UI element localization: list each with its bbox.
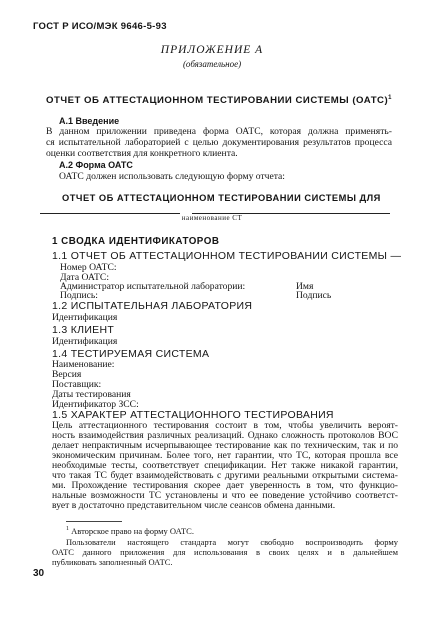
field-date: Дата ОАТС: [60, 272, 109, 283]
footnote-line-4: публиковать заполненный ОАТС. [52, 557, 173, 567]
standard-header: ГОСТ Р ИСО/МЭК 9646-5-93 [33, 21, 167, 32]
report-title-text: ОТЧЕТ ОБ АТТЕСТАЦИОННОМ ТЕСТИРОВАНИИ СИСТЕМЫ (ОАТС) [46, 95, 389, 107]
footnote-mark: 1 [66, 526, 69, 533]
nature-line-8: нальные возможности ТС установлены и что ее поведение устойчиво соответст- [52, 490, 398, 501]
nature-line-9: вует в достаточно представительном числе сеансов обмена данными. [52, 500, 336, 511]
appendix-subtitle: (обязательное) [182, 59, 242, 69]
intro-line-1: В данном приложении приведена форма ОАТС, которая должна применять- [46, 126, 392, 137]
field-admin: Администратор испытательной лаборатории: [60, 281, 246, 292]
footnote-text-1: Авторское право на форму ОАТС. [71, 526, 194, 536]
section-1-4-heading: 1.4 ТЕСТИРУЕМАЯ СИСТЕМА [52, 348, 210, 360]
field-signature-right: Подпись [296, 290, 332, 301]
form-title-caption: наименование СТ [181, 214, 243, 222]
section-1-5-heading: 1.5 ХАРАКТЕР АТТЕСТАЦИОННОГО ТЕСТИРОВАНИЯ [52, 409, 334, 421]
appendix-title: ПРИЛОЖЕНИЕ А [160, 44, 264, 56]
footnote-line-1 [66, 526, 194, 536]
nature-line-7: ми. Прохождение тестирования скорее дает уверенность в том, что функцио- [52, 480, 398, 491]
field-signature: Подпись: [60, 290, 98, 301]
footnote-separator [66, 521, 122, 522]
field-sut-supplier: Поставщик: [52, 379, 102, 390]
field-sut-version: Версия [52, 369, 82, 380]
nature-line-5: необходимые тесты, соответствует спецификации. Нет также никакой гарантии, [52, 460, 398, 471]
footnote-line-3: ОАТС данного приложения для использования в своих целях и в дальнейшем [52, 547, 398, 557]
footnote-line-2: Пользователи настоящего стандарта могут свободно воспроизводить форму [66, 537, 398, 547]
intro-line-3: оценки соответствия для конкретного клиента. [46, 148, 238, 159]
field-client-id: Идентификация [52, 336, 118, 347]
section-1-2-heading: 1.2 ИСПЫТАТЕЛЬНАЯ ЛАБОРАТОРИЯ [52, 300, 253, 312]
page-number: 30 [33, 568, 45, 579]
section-1-heading: 1 СВОДКА ИДЕНТИФИКАТОРОВ [52, 236, 220, 247]
section-1-3-heading: 1.3 КЛИЕНТ [52, 324, 115, 336]
report-title [46, 95, 392, 106]
form-section-heading: А.2 Форма ОАТС [59, 160, 133, 170]
field-lab-id: Идентификация [52, 312, 118, 323]
nature-line-3: делает непрактичным исчерпывающее тестирование как по техническим, так и по [52, 440, 398, 451]
form-section-line: ОАТС должен использовать следующую форму отчета: [59, 171, 285, 182]
intro-heading: А.1 Введение [59, 116, 120, 126]
field-sut-name: Наименование: [52, 359, 115, 370]
field-test-dates: Даты тестирования [52, 389, 131, 400]
form-title: ОТЧЕТ ОБ АТТЕСТАЦИОННОМ ТЕСТИРОВАНИИ СИСТЕМЫ ДЛЯ [62, 193, 381, 203]
field-admin-name: Имя [296, 281, 314, 292]
footnote-ref-mark: 1 [388, 95, 393, 101]
intro-line-2: ся испытательной лабораторией с целью документирования результатов процесса [46, 137, 392, 148]
nature-line-1: Цель аттестационного тестирования состоит в том, чтобы увеличить вероят- [52, 420, 398, 431]
nature-line-4: экономическим причинам. Более того, нет гарантии, что ТС, которая прошла все [52, 450, 398, 461]
nature-line-6: что такая ТС будет взаимодействовать с другими реальными открытыми система- [52, 470, 398, 481]
nature-line-2: ность взаимодействия различных реализаций. Однако сложность протоколов ВОС [52, 430, 398, 441]
field-number: Номер ОАТС: [60, 262, 117, 273]
section-1-1-heading: 1.1 ОТЧЕТ ОБ АТТЕСТАЦИОННОМ ТЕСТИРОВАНИИ СИСТЕМЫ — [52, 250, 402, 262]
field-ics-id: Идентификатор ЗСС: [52, 399, 139, 410]
